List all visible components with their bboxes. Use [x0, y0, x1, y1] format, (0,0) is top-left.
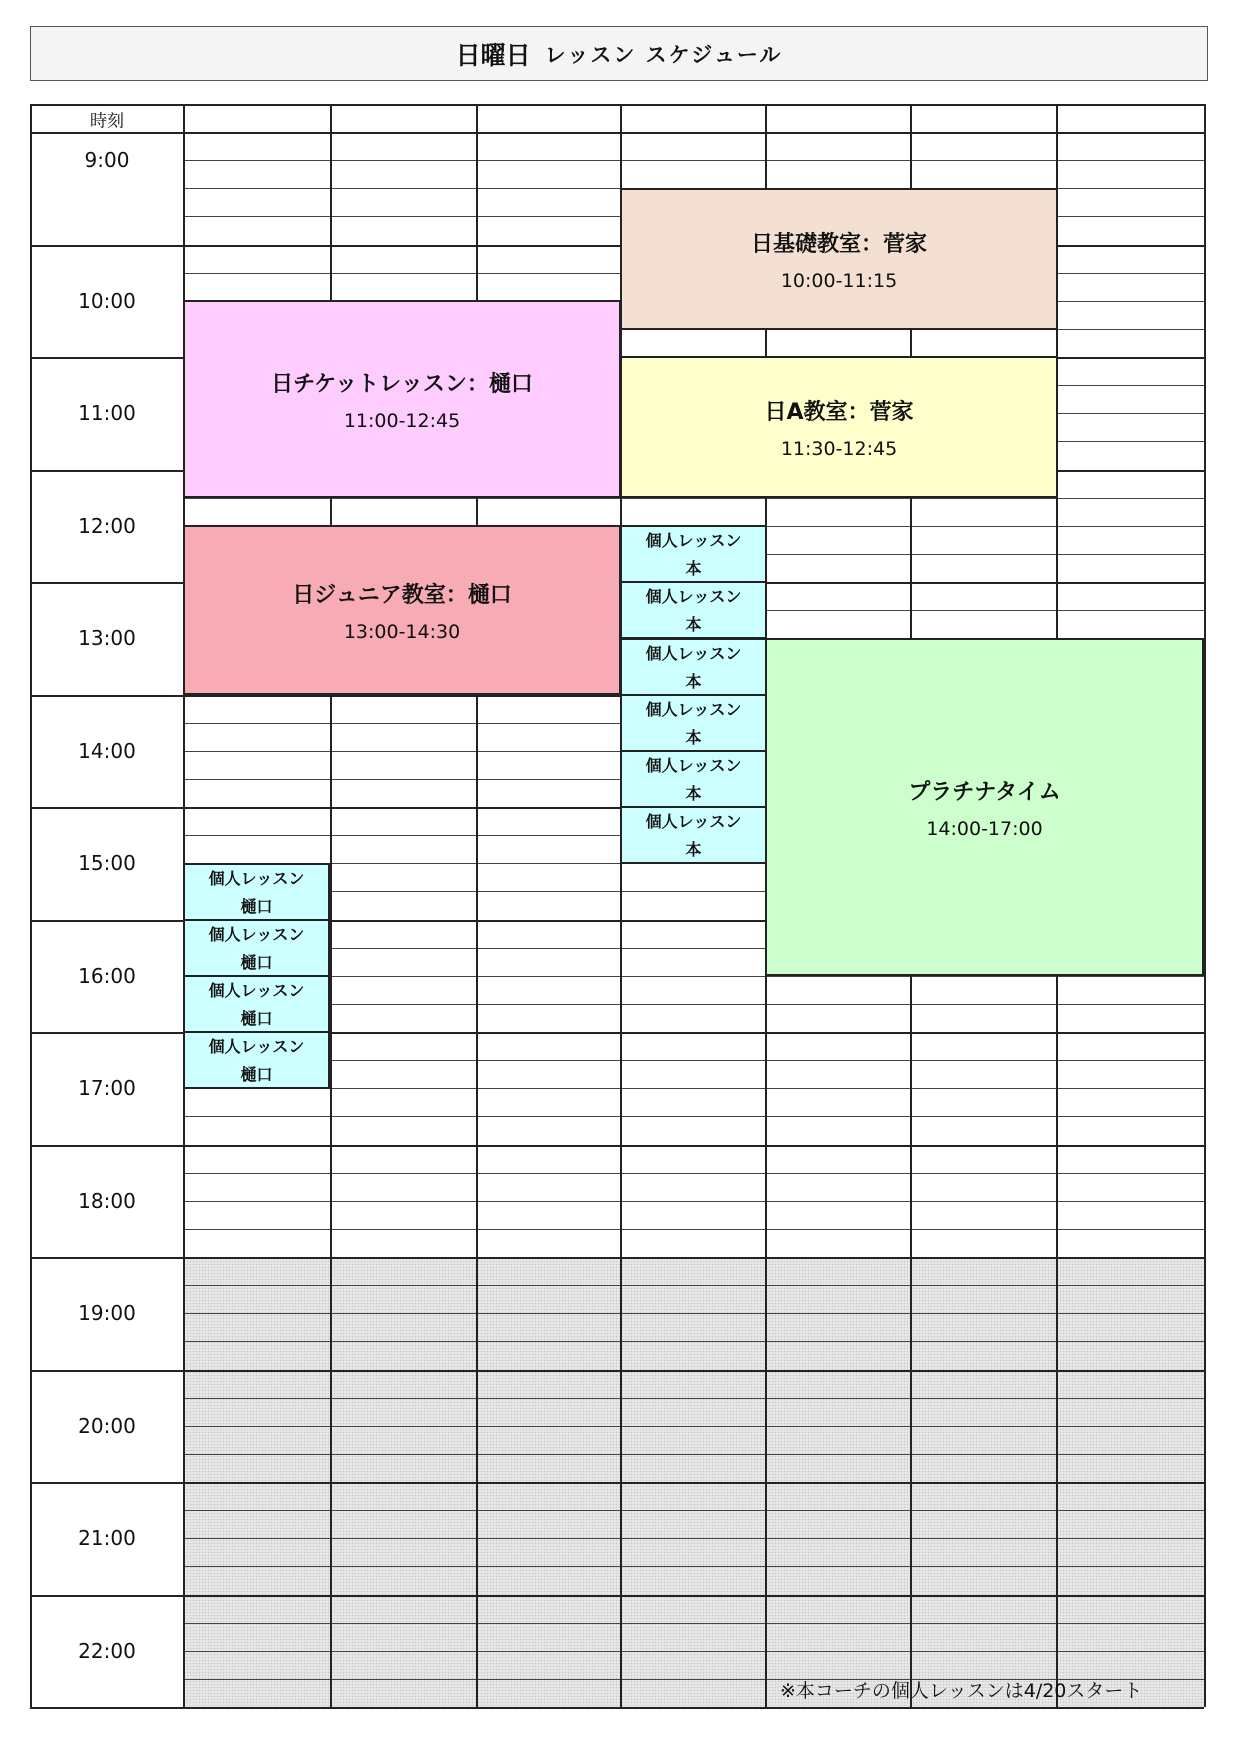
hour-label: 17:00	[78, 1076, 136, 1101]
quarter-line	[183, 1426, 1204, 1427]
coach-name: 樋口	[240, 1009, 273, 1028]
block-name: 日ジュニア教室：樋口	[292, 582, 512, 608]
block-a-kyoushitsu[interactable]	[620, 356, 1058, 498]
hour-label: 9:00	[84, 148, 130, 172]
quarter-line	[183, 1004, 1204, 1005]
hour-line	[30, 1370, 1204, 1372]
hour-line	[30, 1707, 1204, 1709]
hour-line	[30, 1257, 1204, 1259]
private-lesson-higuchi[interactable]	[183, 975, 330, 1033]
hour-line	[30, 1482, 1204, 1484]
coach-name: 樋口	[240, 897, 273, 916]
block-time: 13:00-14:30	[343, 620, 461, 643]
private-lesson-label: 個人レッスン	[645, 531, 742, 550]
page-subtitle: レッスン スケジュール	[544, 42, 783, 67]
hour-line	[30, 1145, 1204, 1147]
quarter-line	[183, 1341, 1204, 1342]
hour-label: 16:00	[78, 963, 136, 988]
private-lesson-label: 個人レッスン	[645, 644, 742, 663]
quarter-line	[183, 1313, 1204, 1314]
page-title: 日曜日	[455, 40, 531, 70]
private-lesson-label: 個人レッスン	[645, 756, 742, 775]
hour-label: 20:00	[78, 1413, 136, 1438]
block-platinum-time[interactable]	[765, 638, 1204, 976]
block-time: 10:00-11:15	[780, 269, 898, 292]
quarter-line	[183, 1116, 1204, 1117]
hour-label: 11:00	[78, 401, 136, 426]
coach-name: 本	[685, 728, 702, 747]
private-lesson-higuchi[interactable]	[183, 863, 330, 921]
coach-name: 樋口	[240, 1065, 273, 1084]
time-header: 時刻	[90, 111, 124, 132]
block-kiso-kyoushitsu[interactable]	[620, 188, 1058, 330]
private-lesson-hon[interactable]	[620, 806, 767, 864]
quarter-line	[183, 1538, 1204, 1539]
hour-label: 21:00	[78, 1526, 136, 1551]
quarter-line	[183, 1454, 1204, 1455]
private-lesson-higuchi[interactable]	[183, 919, 330, 977]
private-lesson-hon[interactable]	[620, 750, 767, 808]
quarter-line	[183, 1566, 1204, 1567]
footnote: ※本コーチの個人レッスンは4/20スタート	[780, 1680, 1143, 1702]
hour-label: 12:00	[78, 513, 136, 538]
private-lesson-hon[interactable]	[620, 525, 767, 583]
private-lesson-hon[interactable]	[620, 694, 767, 752]
coach-name: 本	[685, 784, 702, 803]
quarter-line	[183, 1060, 1204, 1061]
hour-label: 15:00	[78, 851, 136, 876]
quarter-line	[183, 1510, 1204, 1511]
column-line	[1204, 104, 1206, 1707]
quarter-line	[183, 1623, 1204, 1624]
block-name: 日A教室：菅家	[764, 399, 914, 425]
hour-line	[30, 132, 1204, 134]
hour-label: 10:00	[78, 288, 136, 313]
block-ticket-lesson[interactable]	[183, 300, 621, 498]
block-time: 14:00-17:00	[926, 817, 1043, 840]
block-name: 日基礎教室：菅家	[750, 231, 927, 257]
block-time: 11:30-12:45	[780, 437, 898, 460]
hour-label: 13:00	[78, 626, 136, 651]
quarter-line	[183, 1201, 1204, 1202]
quarter-line	[183, 1229, 1204, 1230]
coach-name: 本	[685, 672, 702, 691]
quarter-line	[183, 160, 1204, 161]
block-junior-kyoushitsu[interactable]	[183, 525, 621, 695]
private-lesson-hon[interactable]	[620, 638, 767, 696]
private-lesson-higuchi[interactable]	[183, 1031, 330, 1089]
block-name: プラチナタイム	[908, 779, 1061, 805]
quarter-line	[183, 1088, 1204, 1089]
block-name: 日チケットレッスン：樋口	[271, 371, 533, 397]
quarter-line	[183, 1398, 1204, 1399]
coach-name: 本	[685, 615, 702, 634]
hour-line	[30, 1595, 1204, 1597]
coach-name: 樋口	[240, 953, 273, 972]
block-time: 11:00-12:45	[343, 409, 461, 432]
private-lesson-label: 個人レッスン	[645, 812, 742, 831]
coach-name: 本	[685, 840, 702, 859]
quarter-line	[183, 1651, 1204, 1652]
private-lesson-label: 個人レッスン	[208, 869, 305, 888]
private-lesson-label: 個人レッスン	[208, 1037, 305, 1056]
column-line	[30, 104, 32, 1707]
private-lesson-label: 個人レッスン	[645, 700, 742, 719]
hour-label: 14:00	[78, 738, 136, 763]
header-top-line	[30, 104, 1204, 106]
hour-label: 22:00	[78, 1638, 136, 1663]
private-lesson-hon[interactable]	[620, 581, 767, 639]
hour-label: 18:00	[78, 1188, 136, 1213]
coach-name: 本	[685, 559, 702, 578]
private-lesson-label: 個人レッスン	[208, 925, 305, 944]
quarter-line	[183, 1173, 1204, 1174]
hour-label: 19:00	[78, 1301, 136, 1326]
private-lesson-label: 個人レッスン	[645, 587, 742, 606]
quarter-line	[183, 1285, 1204, 1286]
private-lesson-label: 個人レッスン	[208, 981, 305, 1000]
